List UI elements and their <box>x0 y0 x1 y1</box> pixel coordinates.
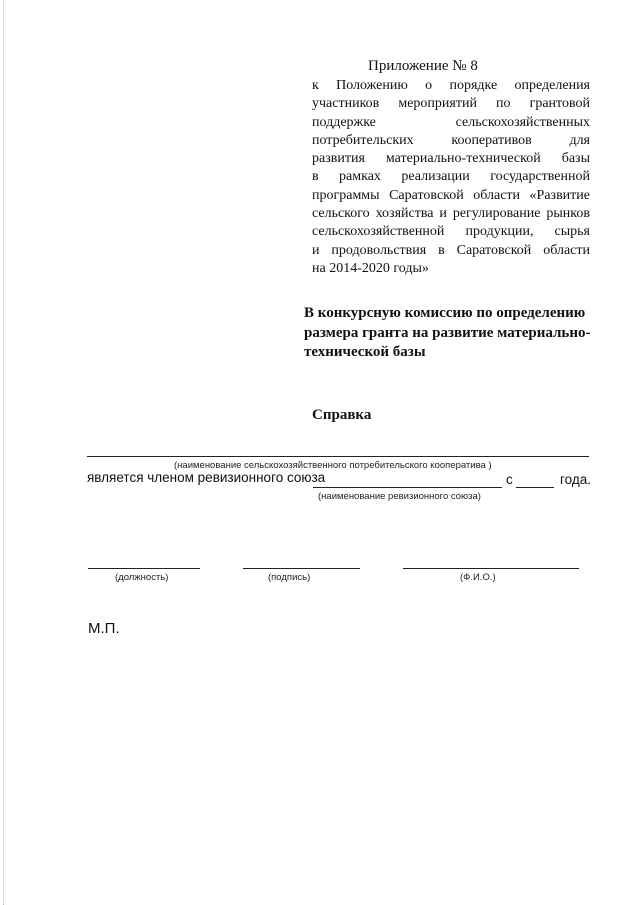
member-text: является членом ревизионного союза <box>87 470 326 485</box>
since-year-field[interactable] <box>516 487 554 488</box>
document-title: Справка <box>312 407 372 423</box>
appendix-line: программы Саратовской области «Развитие <box>312 187 590 203</box>
fio-field[interactable] <box>403 568 579 569</box>
appendix-line: участников мероприятий по грантовой <box>312 96 590 112</box>
appendix-line: на 2014-2020 годы» <box>312 260 429 276</box>
appendix-line: сельского хозяйства и регулирование рынков <box>312 206 590 222</box>
appendix-line: к Положению о порядке определения <box>312 78 590 93</box>
audit-union-caption: (наименование ревизионного союза) <box>318 491 481 502</box>
addressee-line: В конкурсную комиссию по определению <box>304 305 586 321</box>
since-prefix: с <box>506 472 513 487</box>
signature-field[interactable] <box>243 568 360 569</box>
scan-edge <box>3 0 4 905</box>
appendix-title: Приложение № 8 <box>368 58 478 74</box>
appendix-line: потребительских кооперативов для <box>312 132 590 148</box>
audit-union-field[interactable] <box>313 487 502 488</box>
appendix-line: сельскохозяйственной продукции, сырья <box>312 224 590 240</box>
appendix-line: и продовольствия в Саратовской области <box>312 242 590 258</box>
appendix-line: в рамках реализации государственной <box>312 169 590 185</box>
cooperative-name-field[interactable] <box>87 456 589 457</box>
addressee-line: размера гранта на развитие материально- <box>304 324 591 341</box>
appendix-body <box>312 77 590 278</box>
appendix-line: поддержке сельскохозяйственных <box>312 114 590 130</box>
appendix-line: развития материально-технической базы <box>312 151 590 167</box>
position-caption: (должность) <box>115 572 169 583</box>
cooperative-name-caption: (наименование сельскохозяйственного потребительского кооператива ) <box>174 460 492 471</box>
stamp-placeholder: М.П. <box>88 620 120 637</box>
addressee-line: технической базы <box>304 344 426 360</box>
addressee-block <box>304 304 594 363</box>
year-suffix: года. <box>560 472 591 487</box>
signature-caption: (подпись) <box>268 572 311 583</box>
position-field[interactable] <box>88 568 200 569</box>
fio-caption: (Ф.И.О.) <box>460 572 496 583</box>
